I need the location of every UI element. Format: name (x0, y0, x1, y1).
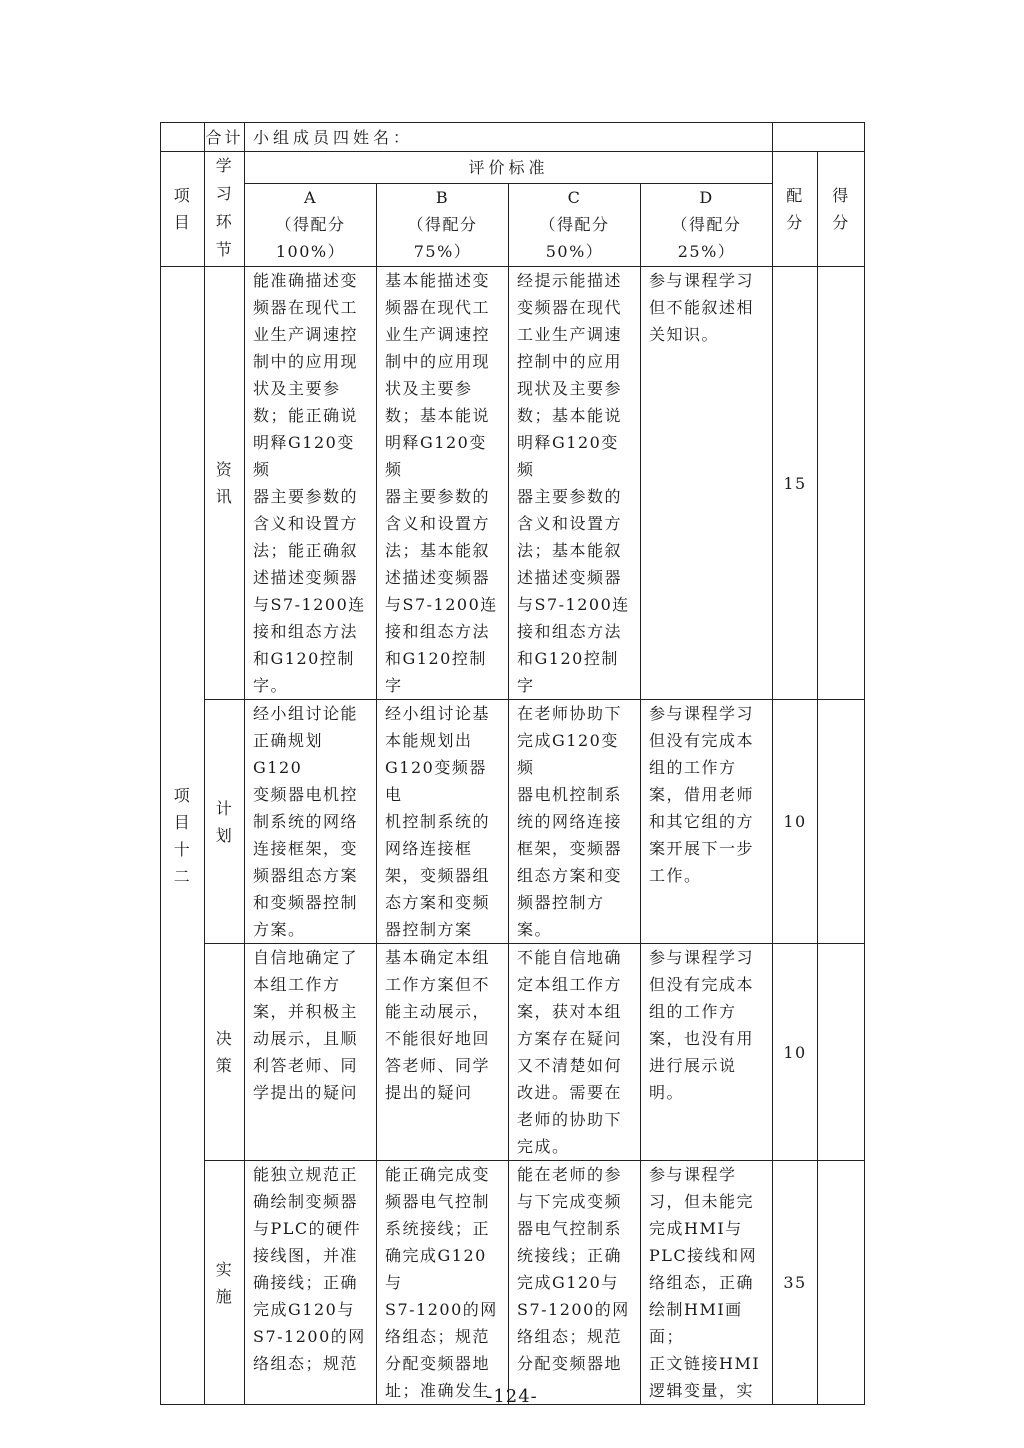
stage-label: 决 策 (205, 944, 245, 1161)
header-level-c: C （得配分 50%） (509, 184, 641, 267)
points-value: 35 (773, 1161, 818, 1405)
score-cell (818, 267, 865, 700)
blank-cell (773, 123, 865, 152)
criteria-b: 基本能描述变 频器在现代工 业生产调速控 制中的应用现 状及主要参 数；基本能说 明释G120变频 器主要参数的 含义和设置方 法；基本能叙 述描述变频器 与S7-1200连 接和组态方法 和G120控制字 (377, 267, 509, 700)
criteria-c: 在老师协助下 完成G120变频 器电机控制系 统的网络连接 框架，变频器 组态方案和变 频器控制方 案。 (509, 700, 641, 944)
stage-label: 实 施 (205, 1161, 245, 1405)
total-row (161, 123, 865, 152)
header-criteria: 评价标准 (245, 152, 773, 184)
stage-label: 计 划 (205, 700, 245, 944)
header-points: 配 分 (773, 152, 818, 267)
criteria-d: 参与课程学 习，但未能完 完成HMI与 PLC接线和网 络组态，正确 绘制HMI画面； 正文链接HMI 逻辑变量，实 (641, 1161, 773, 1405)
criteria-a: 自信地确定了 本组工作方 案，并积极主 动展示，且顺 利答老师、同 学提出的疑问 (245, 944, 377, 1161)
criteria-d: 参与课程学习 但没有完成本 组的工作方 案，借用老师 和其它组的方 案开展下一步 工作。 (641, 700, 773, 944)
header-level-a: A （得配分 100%） (245, 184, 377, 267)
header-score: 得 分 (818, 152, 865, 267)
page-number: -124- (486, 1386, 538, 1407)
table-row (161, 267, 865, 700)
criteria-c: 能在老师的参 与下完成变频 器电气控制系 统接线；正确 完成G120与 S7-1200的网 络组态；规范 分配变频器地 (509, 1161, 641, 1405)
criteria-c: 经提示能描述 变频器在现代 工业生产调速 控制中的应用 现状及主要参 数；基本能说 明释G120变频 器主要参数的 含义和设置方 法；基本能叙 述描述变频器 与S7-1200连 接和组态方法 和G120控制字 (509, 267, 641, 700)
total-label: 合计 (205, 123, 245, 152)
criteria-b: 经小组讨论基 本能规划出 G120变频器电 机控制系统的 网络连接框 架，变频器组 态方案和变频 器控制方案 (377, 700, 509, 944)
points-value: 15 (773, 267, 818, 700)
criteria-a: 能独立规范正 确绘制变频器 与PLC的硬件 接线图，并准 确接线；正确 完成G120与 S7-1200的网 络组态；规范 (245, 1161, 377, 1405)
criteria-c: 不能自信地确 定本组工作方 案，获对本组 方案存在疑问 又不清楚如何 改进。需要在 老师的协助下 完成。 (509, 944, 641, 1161)
score-cell (818, 1161, 865, 1405)
header-learning-stage: 学 习 环 节 (205, 152, 245, 267)
header-level-d: D （得配分 25%） (641, 184, 773, 267)
group-members-label: 小组成员四姓名： (245, 123, 773, 152)
criteria-b: 能正确完成变 频器电气控制 系统接线；正 确完成G120与 S7-1200的网 络组态；规范 分配变频器地 址；准确发生 (377, 1161, 509, 1405)
points-value: 10 (773, 700, 818, 944)
table-row (161, 700, 865, 944)
header-row-2 (161, 184, 865, 267)
project-name: 项 目 十 二 (161, 267, 205, 1405)
criteria-a: 经小组讨论能 正确规划G120 变频器电机控 制系统的网络 连接框架，变 频器组态方案 和变频器控制 方案。 (245, 700, 377, 944)
header-level-b: B （得配分 75%） (377, 184, 509, 267)
criteria-a: 能准确描述变 频器在现代工 业生产调速控 制中的应用现 状及主要参 数；能正确说 明释G120变频 器主要参数的 含义和设置方 法；能正确叙 述描述变频器 与S7-1200连 接和组态方法 和G120控制 字。 (245, 267, 377, 700)
criteria-b: 基本确定本组 工作方案但不 能主动展示， 不能很好地回 答老师、同学 提出的疑问 (377, 944, 509, 1161)
header-project: 项 目 (161, 152, 205, 267)
stage-label: 资 讯 (205, 267, 245, 700)
criteria-d: 参与课程学习 但没有完成本 组的工作方 案，也没有用 进行展示说 明。 (641, 944, 773, 1161)
score-cell (818, 700, 865, 944)
table-row (161, 1161, 865, 1405)
header-row-1 (161, 152, 865, 184)
blank-cell (161, 123, 205, 152)
score-cell (818, 944, 865, 1161)
criteria-d: 参与课程学习 但不能叙述相 关知识。 (641, 267, 773, 700)
table-row (161, 944, 865, 1161)
evaluation-table (160, 122, 865, 1405)
points-value: 10 (773, 944, 818, 1161)
